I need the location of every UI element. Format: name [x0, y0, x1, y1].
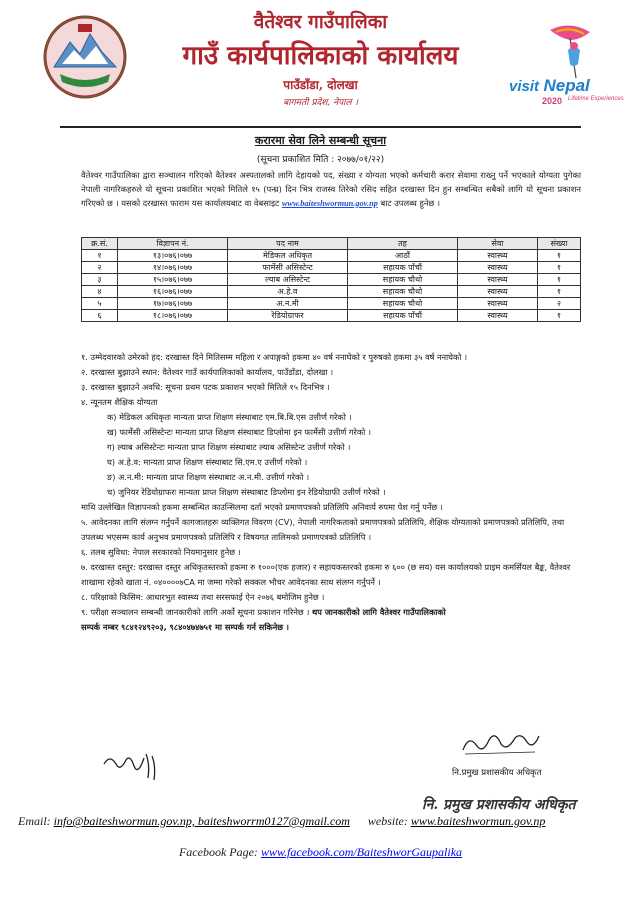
cell: सहायक चौथो	[348, 298, 458, 310]
cell: ३	[82, 274, 118, 286]
vacancy-table	[81, 237, 581, 322]
email-label: Email:	[18, 814, 51, 828]
intro-end: बाट उपलब्ध हुनेछ ।	[380, 198, 441, 208]
cell: १	[538, 310, 581, 322]
footer-website-link[interactable]: www.baiteshwormun.gov.np	[410, 814, 546, 828]
cell: सहायक पाँचौं	[348, 310, 458, 322]
cell: रेडियोग्राफर	[228, 310, 348, 322]
cell: फार्मेसी असिस्टेन्ट	[228, 262, 348, 274]
condition-place: २. दरखास्त बुझाउने स्थान: वैतेश्वर गाउँ कार्यपालिकाको कार्यालय, पाउँडाँडा, दोलखा ।	[81, 367, 334, 377]
qualification-item: ख) फार्मेसी असिस्टेन्टः मान्यता प्राप्त शिक्षण संस्थाबाट डिप्लोमा इन फार्मेसी उत्तीर्ण गरेको ।	[107, 427, 371, 437]
qualification-item: घ) अ.हे.व: मान्यता प्राप्त शिक्षण संस्थाबाट सि.एम.ए उत्तीर्ण गरेको ।	[107, 457, 308, 467]
cell: १	[82, 250, 118, 262]
table-row	[82, 298, 581, 310]
cell: स्वास्थ्य	[458, 298, 538, 310]
cell: स्वास्थ्य	[458, 286, 538, 298]
header-divider	[60, 126, 581, 128]
visit-nepal-word: Nepal	[543, 76, 590, 95]
qualification-item: च) जुनियर रेडियोग्राफरः मान्यता प्राप्त शिक्षण संस्थाबाट डिप्लोमा इन रेडियोग्राफी उत्तीर्ण गरेको ।	[107, 487, 386, 497]
cell: अ.न.मी	[228, 298, 348, 310]
table-row	[82, 262, 581, 274]
col-ad-no: विज्ञापन नं.	[118, 238, 228, 250]
table-row	[82, 274, 581, 286]
condition-exam-info	[81, 605, 581, 620]
facebook-label: Facebook Page:	[178, 845, 258, 859]
visit-word: visit	[509, 78, 540, 95]
cell: स्वास्थ्य	[458, 310, 538, 322]
cell: सहायक चौथो	[348, 286, 458, 298]
cell: स्वास्थ्य	[458, 262, 538, 274]
table-row	[82, 250, 581, 262]
qualification-item: क) मेडिकल अधिकृतः मान्यता प्राप्त शिक्षण संस्थाबाट एम.बि.बि.एस उत्तीर्ण गरेको ।	[107, 412, 352, 422]
cell: १७।०७६।०७७	[118, 298, 228, 310]
notice-title: करारमा सेवा लिने सम्बन्धी सूचना	[254, 134, 387, 147]
cell: १५।०७६।०७७	[118, 274, 228, 286]
condition-period: ३. दरखास्त बुझाउने अवधि: सूचना प्रथम पटक प्रकाशन भएको मितिले १५ दिनभित्र ।	[81, 382, 330, 392]
facebook-link[interactable]: www.facebook.com/BaiteshworGaupalika	[260, 845, 463, 859]
condition-qualification: ४. न्यूनतम शैक्षिक योग्यता	[81, 397, 158, 407]
cell: १	[538, 286, 581, 298]
notice-intro	[81, 168, 581, 211]
qualification-item: ङ) अ.न.मी: मान्यता प्राप्त शिक्षण संस्थाबाट अ.न.मी. उत्तीर्ण गरेको ।	[107, 472, 310, 482]
cell: सहायक चौथो	[348, 274, 458, 286]
province-name: बागमती प्रदेश, नेपाल ।	[283, 98, 358, 108]
footer-facebook	[0, 845, 641, 860]
exam-info-text: ९. परीक्षा सञ्चालन सम्बन्धी जानकारीको लागि अर्को सूचना प्रकाशन गरिनेछ ।	[81, 607, 310, 617]
cell: आठौं	[348, 250, 458, 262]
office-location: पाउँडाँडा, दोलखा	[283, 78, 358, 92]
cell: सहायक पाँचौं	[348, 262, 458, 274]
cell: १	[538, 262, 581, 274]
municipality-name: वैतेश्वर गाउँपालिका	[253, 11, 388, 33]
cell: १८।०७६।०७७	[118, 310, 228, 322]
cell: ४	[82, 286, 118, 298]
condition-exam-type: ८. परिक्षाको किसिम: आधारभुत स्वास्थ्य तथा सरसफाई ऐन २०७६ बमोजिम हुनेछ ।	[81, 592, 325, 602]
cell: १	[538, 250, 581, 262]
condition-age: १. उम्मेदवारको उमेरको हद: दरखास्त दिने मितिसम्म महिला र अपाङ्गको हकमा ४० वर्ष ननाघेको र पुरुषको हकमा ३५ वर्ष ननाघेको ।	[81, 352, 468, 362]
cell: २	[538, 298, 581, 310]
col-sn: क्र.सं.	[82, 238, 118, 250]
contact-line: सम्पर्क नम्बर ९८४१२४९२०३, ९८४०४७४७५१ मा सम्पर्क गर्न सकिनेछ ।	[81, 622, 289, 632]
official-stamp: नि. प्रमुख प्रशासकीय अधिकृत	[422, 797, 576, 813]
table-row	[82, 310, 581, 322]
website-label: website:	[367, 814, 408, 828]
visit-year: 2020	[542, 96, 563, 106]
condition-fee: ७. दरखास्त दस्तुर: दरखास्त दस्तुर अधिकृतस्तरको हकमा रु १०००(एक हजार) र सहायकस्तरको हकमा रु ६०० (छ सय) यस कार्यालयको प्राइम कमर्सियल बैङ्क, वैतेश्वर शाखामा रहेको खाता नं. ०४००००७CA मा जम्मा गरेको सक्कल भौचर आवेदनका साथ संलग्न गर्नुपर्ने ।	[81, 562, 571, 587]
cell: ल्याब असिस्टेन्ट	[228, 274, 348, 286]
cell: १३।०७६।०७७	[118, 250, 228, 262]
condition-documents: ५. आवेदनका लागि संलग्न गर्नुपर्ने कागजातहरुः व्यक्तिगत विवरण (CV), नेपाली नागरिकताको प्रमाणपत्रको प्रतिलिपि, शैक्षिक योग्यताको प्रमाणपत्रको प्रतिलिपि, तथा उपलब्ध भएसम्म कार्य अनुभव प्रमाणपत्रको प्रतिलिपि र विषयगत तालिमको प्रमाणपत्रको प्रतिलिपि ।	[81, 517, 565, 542]
website-link[interactable]: www.baiteshwormun.gov.np	[281, 199, 378, 208]
visit-nepal-wordmark	[509, 76, 629, 96]
table-row	[82, 286, 581, 298]
publish-date: (सूचना प्रकाशित मिति : २०७७/०१/२२)	[256, 155, 385, 165]
qualification-item: ग) ल्याब असिस्टेन्टः मान्यता प्राप्त शिक्षण संस्थाबाट ल्याब असिस्टेन्ट उत्तीर्ण गरेको ।	[107, 442, 351, 452]
footer-contact	[18, 814, 545, 829]
col-service: सेवा	[458, 238, 538, 250]
cell: १६।०७६।०७७	[118, 286, 228, 298]
cell: १	[538, 274, 581, 286]
cell: मेडिकल अधिकृत	[228, 250, 348, 262]
visit-tagline: Lifetime Experiences	[568, 96, 624, 102]
col-post: पद नाम	[228, 238, 348, 250]
officer-signature	[455, 728, 545, 758]
col-level: तह	[348, 238, 458, 250]
condition-salary: ६. तलब सुविधा: नेपाल सरकारको नियमानुसार हुनेछ ।	[81, 547, 241, 557]
conditions-list	[81, 350, 581, 635]
table-header-row	[82, 238, 581, 250]
cell: स्वास्थ्य	[458, 250, 538, 262]
cell: २	[82, 262, 118, 274]
intro-text: वैतेश्वर गाउँपालिका द्वारा सञ्चालन गरिएको वैतेश्वर अस्पतालको लागि देहायको पद, संख्या र योग्यता भएको कर्मचारी करार सेवामा राख्नु पर्ने भएकाले योग्यता पुगेका नेपाली नागरिकहरुले यो सूचना प्रकाशित भएको मितिले १५ (पन्ध्र) दिन भित्र राजस्व तिरेको रसिद सहित दरखास्त दिन हुन सम्बन्धित सबैको लागि यो सूचना प्रकाशन गरिएको छ । यसको दरखास्त फाराम यस कार्यालयबाट वा वेबसाइट	[81, 170, 581, 208]
officer-title: नि.प्रमुख प्रशासकीय अधिकृत	[452, 768, 542, 778]
cell: ६	[82, 310, 118, 322]
email-links[interactable]: info@baiteshwormun.gov.np, baiteshworrm0127@gmail.com	[53, 814, 350, 828]
col-count: संख्या	[538, 238, 581, 250]
cell: ५	[82, 298, 118, 310]
cell: १४।०७६।०७७	[118, 262, 228, 274]
exam-info-bold: थप जानकारीको लागि वैतेश्वर गाउँपालिकाको	[311, 607, 446, 617]
cell: अ.हे.व	[228, 286, 348, 298]
handwritten-mark	[100, 750, 160, 784]
office-name: गाउँ कार्यपालिकाको कार्यालय	[182, 41, 459, 71]
council-note: माथि उल्लेखित विज्ञापनको हकमा सम्बन्धित काउन्सिलमा दर्ता भएको प्रमाणपत्रको प्रतिलिपि अनिवार्य रुपमा पेश गर्नु पर्नेछ ।	[81, 502, 443, 512]
cell: स्वास्थ्य	[458, 274, 538, 286]
